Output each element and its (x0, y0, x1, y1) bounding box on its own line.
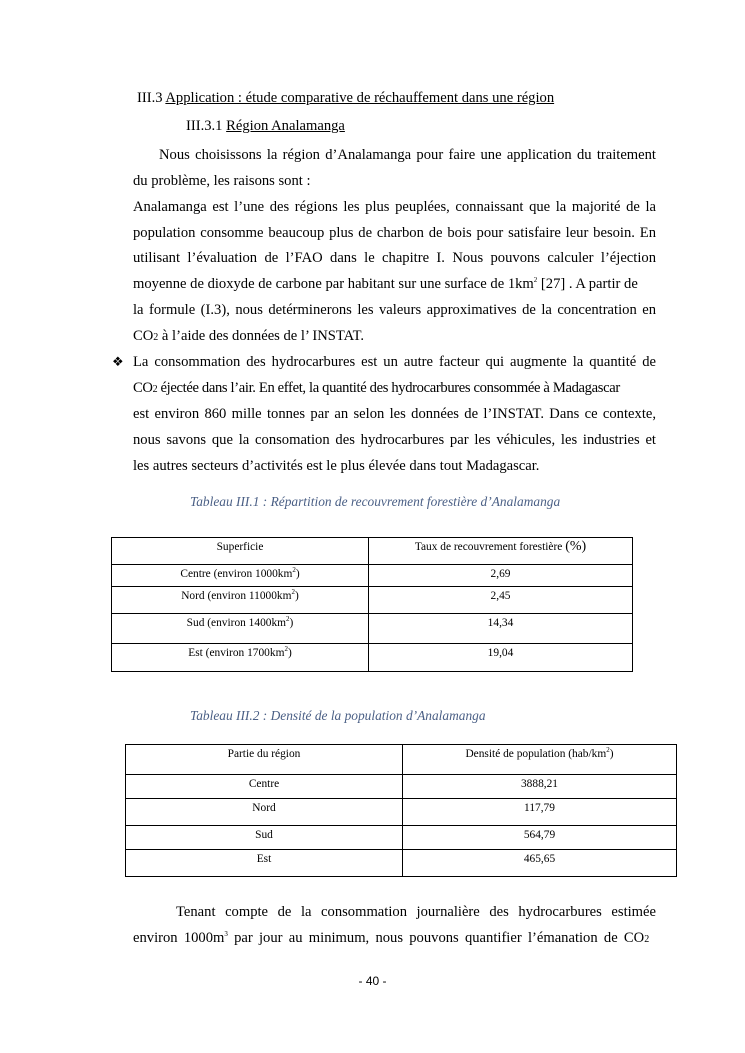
table-cell: 14,34 (369, 614, 633, 644)
subsection-number: III.3.1 (186, 118, 223, 134)
table-cell: 3888,21 (403, 775, 677, 799)
paragraph-1-line-7: la formule (I.3), nous detérminerons les valeurs approximatives de la concentration en (133, 302, 656, 318)
paragraph-1-line-5: utilisant l’évaluation de l’FAO dans le chapitre I. Nous pouvons calculer l’éjection (133, 250, 656, 266)
subsection-title: Région Analamanga (226, 118, 345, 134)
cell-close: ) (287, 647, 292, 659)
bullet-line-3: est environ 860 mille tonnes par an selon les données de l’INSTAT. Dans ce contexte, (133, 406, 656, 422)
co2-text: CO (133, 380, 153, 396)
paragraph-1-line-6-tail: [27] . A partir de (537, 276, 638, 292)
table-2-header-densite (403, 745, 677, 775)
co2-subscript: 2 (644, 934, 650, 945)
cell-label: Nord (environ 11000km (181, 590, 292, 602)
table-cell (112, 565, 369, 587)
table-cell: Centre (126, 775, 403, 799)
table-1 (111, 537, 633, 672)
table-2-header-densite-close: ) (609, 748, 614, 760)
bullet-line-5: les autres secteurs d’activités est le plus élevée dans tout Madagascar. (133, 458, 540, 474)
bullet-diamond-icon: ❖ (112, 354, 124, 369)
table-row (126, 826, 677, 850)
co2-subscript: 2 (153, 332, 159, 343)
paragraph-2-line-2-tail: par jour au minimum, nous pouvons quantifier l’émanation de CO (227, 930, 645, 946)
table-2 (125, 744, 677, 877)
table-2-header-densite-label: Densité de population (hab/km (465, 748, 607, 760)
section-number: III.3 (137, 90, 163, 106)
table-row (112, 565, 633, 587)
table-row (112, 587, 633, 614)
table-cell: 19,04 (369, 644, 633, 672)
table-cell: Sud (126, 826, 403, 850)
paragraph-1-line-6-text: moyenne de dioxyde de carbone par habitant sur une surface de 1km (133, 276, 534, 292)
table-cell: 564,79 (403, 826, 677, 850)
paragraph-1-line-4: population consomme beaucoup plus de charbon de bois pour satisfaire leur besoin. En (133, 225, 656, 241)
cell-label: Est (environ 1700km (188, 647, 285, 659)
table-cell: Est (126, 850, 403, 877)
table-row (126, 850, 677, 877)
table-cell: 2,45 (369, 587, 633, 614)
table-cell (112, 644, 369, 672)
table-2-header-densite-sup: 2 (606, 746, 610, 755)
paragraph-1-line-1: Nous choisissons la région d’Analamanga pour faire une application du traitement (159, 147, 656, 163)
table-2-header-partie: Partie du région (126, 745, 403, 775)
table-row (112, 644, 633, 672)
table-row (112, 538, 633, 565)
table-1-header-superficie: Superficie (112, 538, 369, 565)
table-cell (112, 614, 369, 644)
section-heading (137, 89, 554, 107)
table-2-caption: Tableau III.2 : Densité de la population d’Analamanga (190, 708, 486, 723)
subsection-heading (186, 117, 345, 135)
table-cell: Nord (126, 799, 403, 826)
bullet-line-4: nous savons que la consomation des hydrocarbures par les véhicules, les industries et (133, 432, 656, 448)
paragraph-2-line-2 (133, 929, 649, 949)
table-1-caption: Tableau III.1 : Répartition de recouvrement forestière d’Analamanga (190, 494, 561, 509)
paragraph-2-line-1: Tenant compte de la consommation journalière des hydrocarbures estimée (176, 904, 656, 920)
cell-close: ) (289, 617, 294, 629)
table-1-header-taux-label: Taux de recouvrement forestière (414, 541, 566, 553)
paragraph-1-line-8-tail: à l’aide des données de l’ INSTAT. (158, 328, 365, 344)
table-cell (112, 587, 369, 614)
bullet-line-2-tail: éjectée dans l’air. En effet, la quantité des hydrocarbures consommée à Madagascar (157, 380, 620, 396)
cell-close: ) (295, 590, 299, 602)
cell-label: Centre (environ 1000km (180, 568, 293, 580)
table-row (126, 745, 677, 775)
cell-label: Sud (environ 1400km (186, 617, 287, 629)
paragraph-1-line-6 (133, 275, 656, 293)
table-1-header-taux-pct: (%) (565, 539, 587, 554)
cell-sup: 2 (291, 588, 295, 597)
cell-close: ) (295, 568, 300, 580)
section-title: Application : étude comparative de réchauffement dans une région (165, 90, 555, 106)
table-1-header-taux (369, 538, 633, 565)
bullet-line-1: La consommation des hydrocarbures est un autre facteur qui augmente la quantité de (133, 354, 656, 370)
table-row (126, 799, 677, 826)
paragraph-1-line-6-sup: 2 (533, 276, 538, 285)
cell-sup: 2 (286, 615, 290, 624)
page-number: - 40 - (358, 974, 387, 988)
paragraph-1-line-8 (133, 327, 364, 347)
table-cell: 2,69 (369, 565, 633, 587)
bullet-line-2 (133, 379, 656, 399)
table-cell: 465,65 (403, 850, 677, 877)
paragraph-2-line-2-text: environ 1000m (133, 930, 225, 946)
table-cell: 117,79 (403, 799, 677, 826)
paragraph-2-line-2-sup: 3 (224, 930, 228, 939)
paragraph-1-line-2: du problème, les raisons sont : (133, 173, 311, 189)
cell-sup: 2 (292, 566, 296, 575)
table-row (126, 775, 677, 799)
cell-sup: 2 (284, 645, 288, 654)
table-row (112, 614, 633, 644)
paragraph-1-line-3: Analamanga est l’une des régions les plus peuplées, connaissant que la majorité de la (133, 199, 656, 215)
co2-subscript: 2 (152, 384, 158, 395)
co2-text: CO (133, 328, 154, 344)
